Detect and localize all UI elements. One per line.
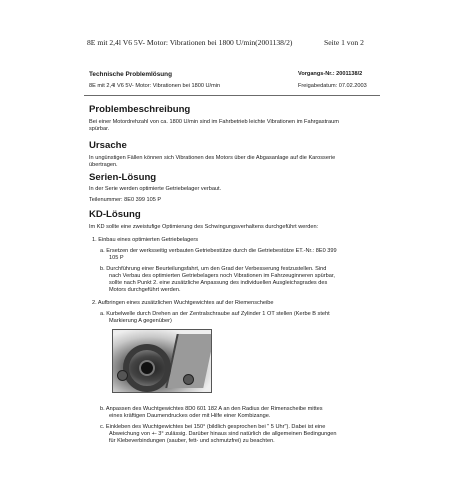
kd-step-2c-line-2: Abweichung von +- 3° zulässig. Darüber hinaus sind natürlich die allgemeinen Bedingungen: [109, 431, 337, 437]
series-line-1: In der Serie werden optimierte Getriebelager verbaut.: [89, 186, 222, 192]
section-heading-problem: Problembeschreibung: [89, 104, 191, 115]
case-number: Vorgangs-Nr.: 2001138/2: [298, 71, 363, 77]
release-date: Freigabedatum: 07.02.2003: [298, 83, 367, 89]
problem-line-1: Bei einer Motordrehzahl von ca. 1800 U/min sind im Fahrbetrieb leichte Vibrationen im Fahrgastraum: [89, 119, 339, 125]
pulley-hub: [139, 360, 155, 376]
kd-step-2c-line-3: für Klebeverbindungen (sauber, fett- und schmutzfrei) zu beachten.: [109, 438, 275, 444]
bolt-shape: [183, 374, 194, 385]
kd-step-1b-line-1: b. Durchführung einer Beurteilungsfahrt, um den Grad der Verbesserung festzustellen. Sind: [100, 266, 327, 272]
bolt-shape: [117, 370, 128, 381]
kd-step-2a-line-2: Markierung A gegenüber): [109, 318, 172, 324]
doc-subject: 8E mit 2,4l V6 5V- Motor: Vibrationen bei 1800 U/min: [89, 83, 221, 89]
problem-line-2: spürbar.: [89, 126, 110, 132]
kd-step-2b-line-2: eines kräftigen Daumendruckes oder mit Hilfe einer Kombizange.: [109, 413, 271, 419]
page-indicator: Seite 1 von 2: [324, 38, 364, 47]
kd-step-1: 1. Einbau eines optimierten Getriebelagers: [92, 237, 199, 243]
header-divider: [84, 95, 380, 96]
section-heading-kd: KD-Lösung: [89, 209, 141, 220]
kd-intro: Im KD sollte eine zweistufige Optimierung des Schwingungsverhaltens durchgeführt werden:: [89, 224, 319, 230]
kd-step-1a-line-2: 105 P: [109, 255, 124, 261]
doc-category: Technische Problemlösung: [89, 71, 172, 78]
section-heading-cause: Ursache: [89, 140, 127, 151]
kd-step-2b-line-1: b. Anpassen des Wuchtgewichtes 8D0 601 182 A an den Radius der Rimenscheibe mittes: [100, 406, 323, 412]
pulley-photo: [112, 329, 212, 393]
kd-step-2a-line-1: a. Kurbelwelle durch Drehen an der Zentralschraube auf Zylinder 1 OT stellen (Kerbe B steht: [100, 311, 330, 317]
part-number: Teilenummer: 8E0 399 105 P: [89, 197, 162, 203]
cause-line-1: In ungünstigen Fällen können sich Vibrationen des Motors über die Abgasanlage auf die Karosserie: [89, 155, 336, 161]
kd-step-2c-line-1: c. Einkleben des Wuchtgewichtes bei 150° (bildlich gesprochen bei " 5 Uhr"). Dabei ist eine: [100, 424, 326, 430]
scan-title: 8E mit 2,4l V6 5V- Motor: Vibrationen bei 1800 U/min(2001138/2): [87, 38, 293, 47]
cause-line-2: übertragen.: [89, 162, 118, 168]
section-heading-series: Serien-Lösung: [89, 172, 157, 183]
kd-step-1b-line-2: nach Verbau des optimierten Getriebelagers noch Vibrationen im Fahrzeuginneren spürbar,: [109, 273, 335, 279]
kd-step-1b-line-3: sollte nach Punkt 2. eine zusätzliche Anpassung des individuellen Ausgleichsgrades des: [109, 280, 328, 286]
kd-step-1a-line-1: a. Ersetzen der werksseitig verbauten Getriebestütze durch die Getriebestütze ET.-Nr.: 8E0 399: [100, 248, 337, 254]
kd-step-1b-line-4: Motors durchgeführt werden.: [109, 287, 181, 293]
kd-step-2: 2. Aufbringen eines zusätzlichen Wuchtgewichtes auf der Riemenscheibe: [92, 300, 274, 306]
